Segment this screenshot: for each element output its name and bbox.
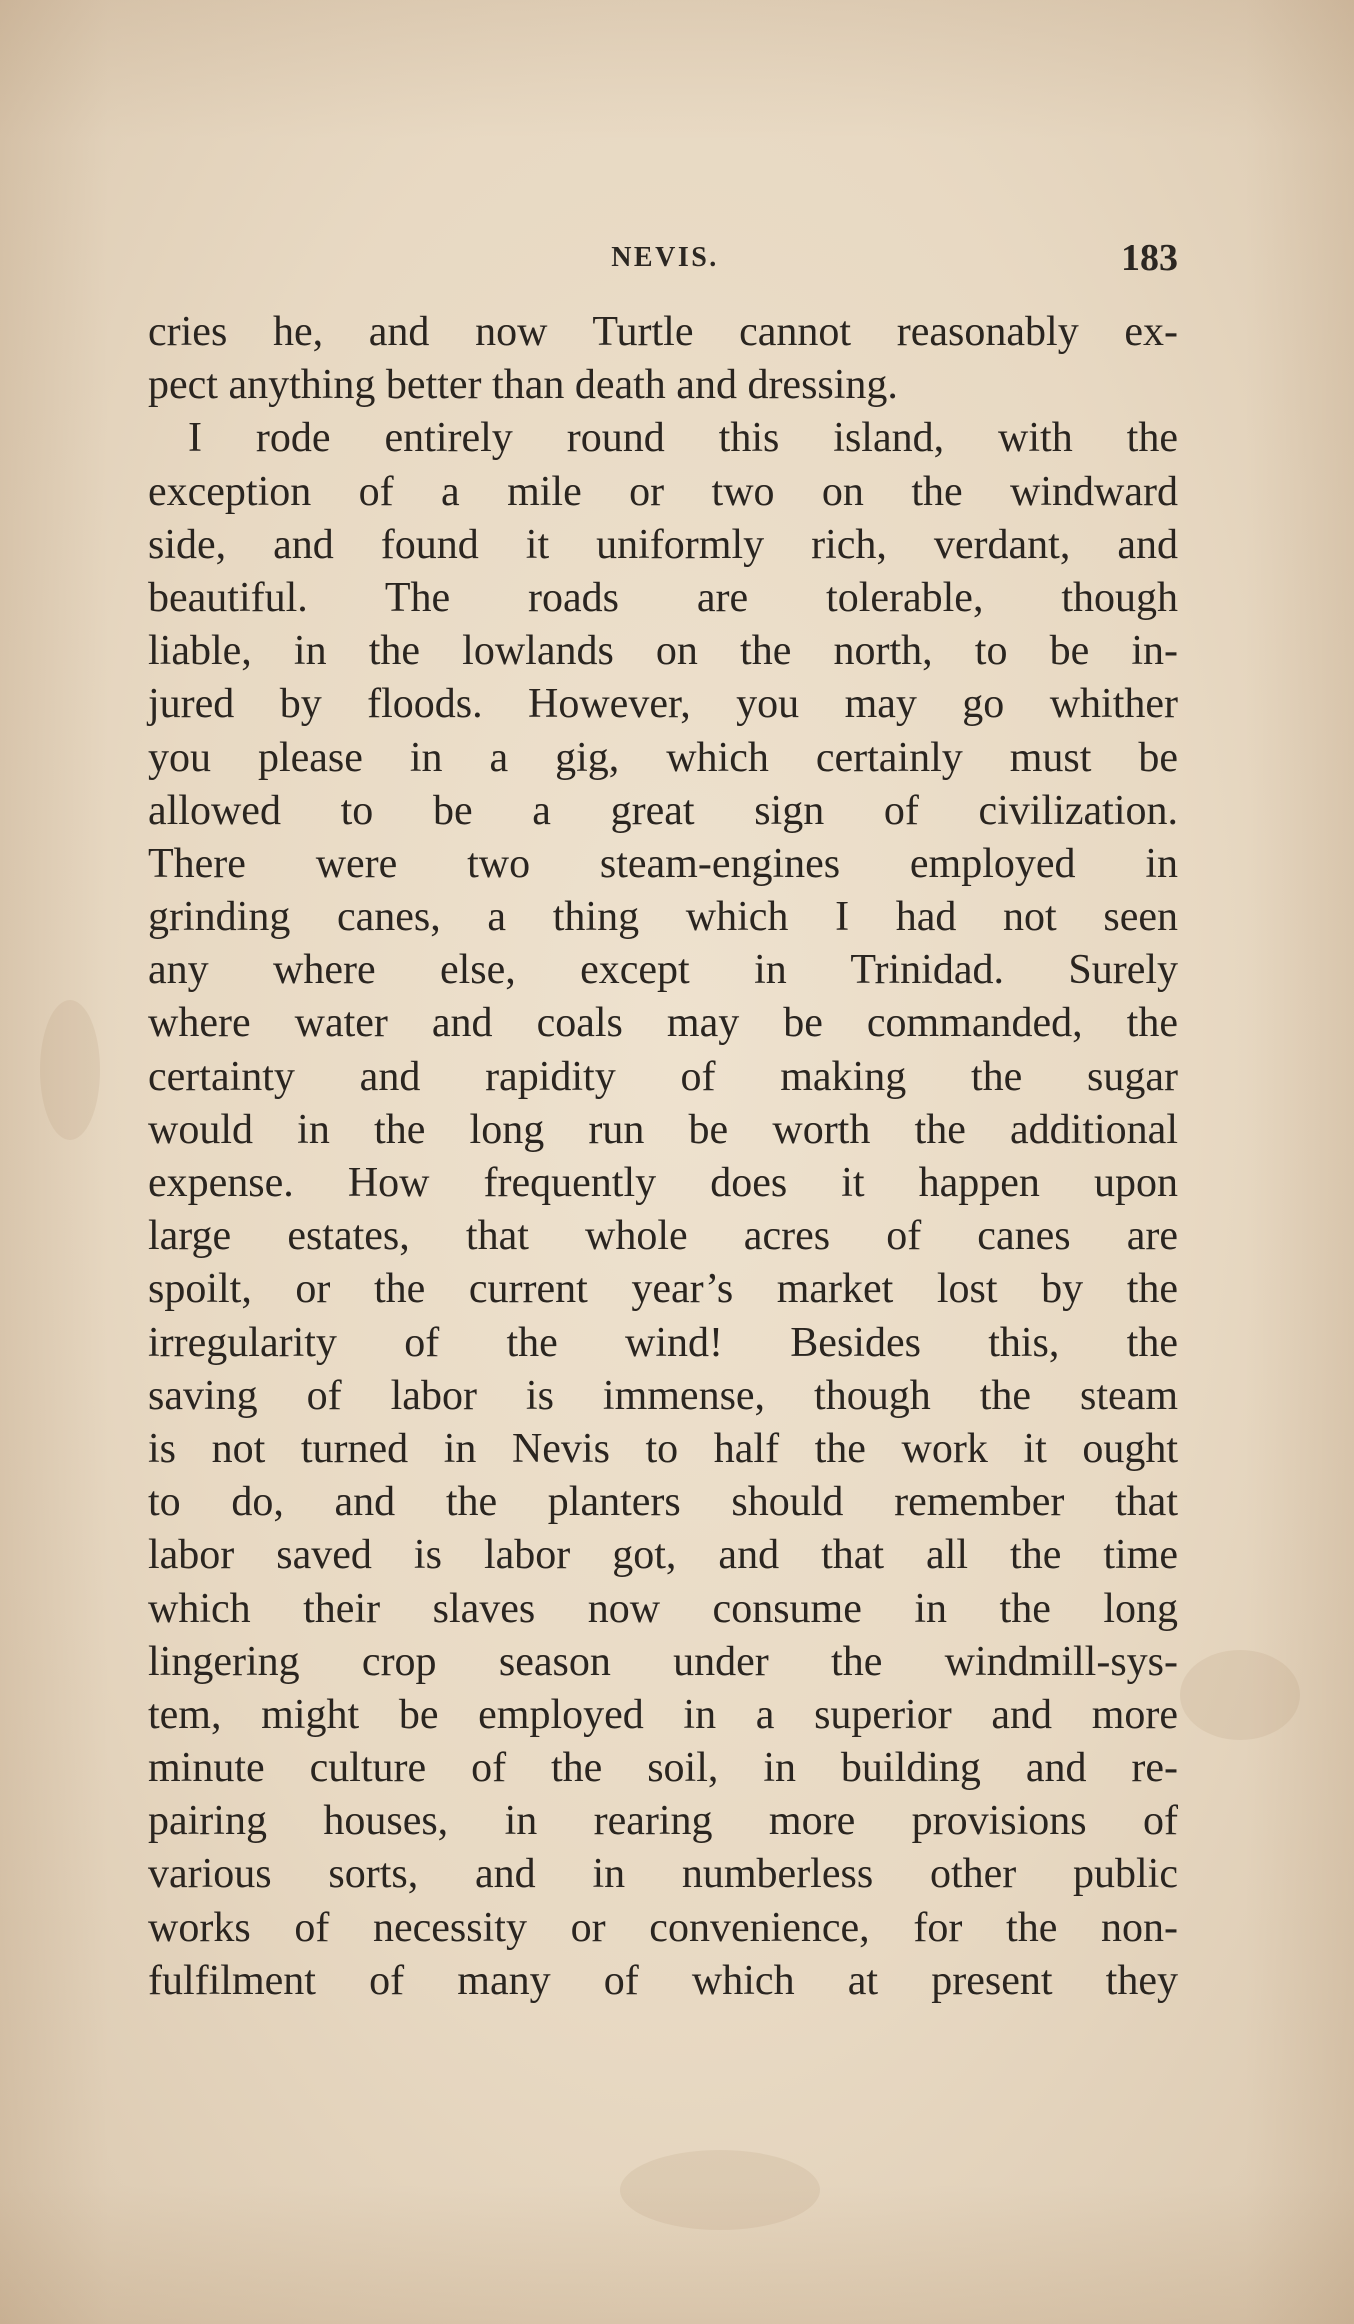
paper-stain xyxy=(40,1000,100,1140)
text-line: which their slaves now consume in the long xyxy=(148,1585,1178,1632)
text-line: any where else, except in Trinidad. Surely xyxy=(148,947,1178,994)
text-line: you please in a gig, which certainly must be xyxy=(148,734,1178,781)
running-head-title: NEVIS. xyxy=(611,242,719,273)
body-text xyxy=(148,306,1178,2008)
text-line: certainty and rapidity of making the sugar xyxy=(148,1053,1178,1100)
text-line: fulfilment of many of which at present they xyxy=(148,1957,1178,2004)
text-line: various sorts, and in numberless other public xyxy=(148,1851,1178,1898)
text-line: lingering crop season under the windmill-sys- xyxy=(148,1638,1178,1685)
text-line: exception of a mile or two on the windward xyxy=(148,468,1178,515)
text-line: There were two steam-engines employed in xyxy=(148,840,1178,887)
text-line: where water and coals may be commanded, the xyxy=(148,1000,1178,1047)
text-line: side, and found it uniformly rich, verdant, and xyxy=(148,521,1178,568)
text-line: pect anything better than death and dressing. xyxy=(148,362,898,409)
text-line: allowed to be a great sign of civilization. xyxy=(148,787,1178,834)
text-line: cries he, and now Turtle cannot reasonably ex- xyxy=(148,309,1178,355)
text-line: spoilt, or the current year’s market lost by the xyxy=(148,1266,1178,1313)
text-line: I rode entirely round this island, with the xyxy=(188,415,1178,462)
text-line: saving of labor is immense, though the steam xyxy=(148,1372,1178,1419)
text-line: beautiful. The roads are tolerable, though xyxy=(148,574,1178,621)
text-line: pairing houses, in rearing more provisions of xyxy=(148,1798,1178,1845)
text-line: to do, and the planters should remember that xyxy=(148,1479,1178,1526)
text-line: irregularity of the wind! Besides this, the xyxy=(148,1319,1178,1366)
page-number: 183 xyxy=(1121,237,1178,279)
text-line: minute culture of the soil, in building and re- xyxy=(148,1745,1178,1792)
paper-stain xyxy=(620,2150,820,2230)
text-line: would in the long run be worth the additional xyxy=(148,1106,1178,1153)
text-line: labor saved is labor got, and that all the time xyxy=(148,1532,1178,1579)
text-line: works of necessity or convenience, for the non- xyxy=(148,1904,1178,1951)
text-line: jured by floods. However, you may go whither xyxy=(148,681,1178,728)
text-line: grinding canes, a thing which I had not seen xyxy=(148,894,1178,941)
text-line: liable, in the lowlands on the north, to be in- xyxy=(148,628,1178,675)
running-head xyxy=(150,236,1180,286)
text-line: is not turned in Nevis to half the work it ought xyxy=(148,1425,1178,1472)
text-line: tem, might be employed in a superior and more xyxy=(148,1691,1178,1738)
text-line: expense. How frequently does it happen upon xyxy=(148,1160,1178,1206)
paper-stain xyxy=(1180,1650,1300,1740)
text-line: large estates, that whole acres of canes are xyxy=(148,1213,1178,1260)
